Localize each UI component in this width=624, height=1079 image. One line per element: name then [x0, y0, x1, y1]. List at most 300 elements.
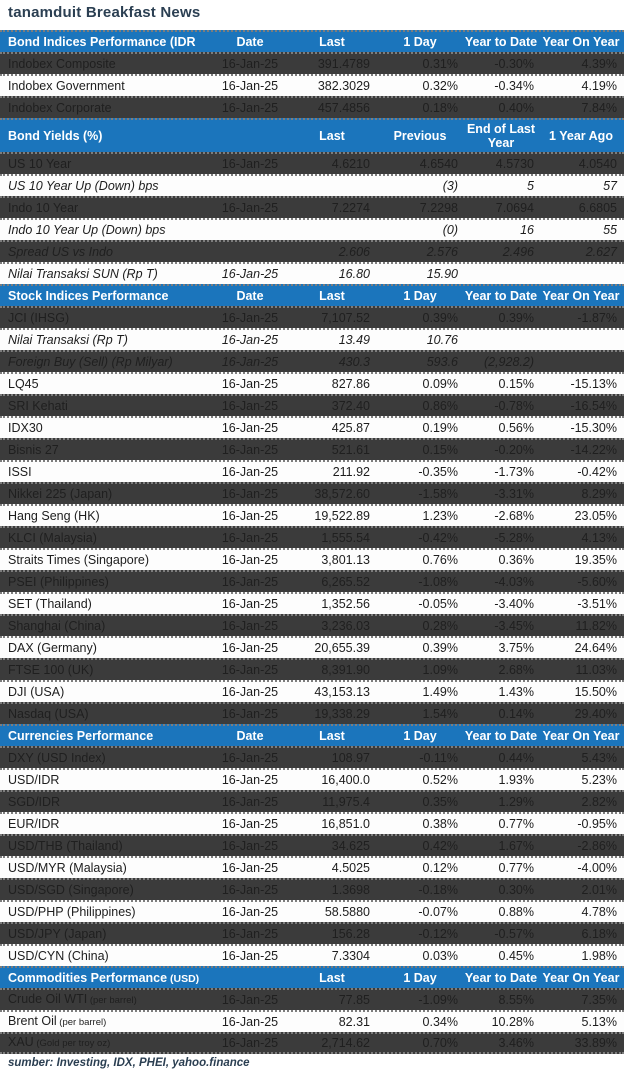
- date-cell: 16-Jan-25: [221, 751, 279, 765]
- yoy-cell: 4.19%: [581, 79, 617, 93]
- instrument-name: Indo 10 Year: [8, 201, 79, 215]
- ytd-cell: 0.44%: [498, 751, 534, 765]
- section-header-text: Currencies Performance: [8, 729, 154, 743]
- instrument-name: USD/MYR (Malaysia): [8, 861, 127, 875]
- date-cell: 16-Jan-25: [221, 1015, 279, 1029]
- yoy-cell: 2.01%: [581, 883, 617, 897]
- yoy-cell: 5.43%: [581, 751, 617, 765]
- change-1d-cell: 1.09%: [422, 663, 458, 677]
- instrument-name: Bisnis 27: [8, 443, 59, 457]
- date-cell: 16-Jan-25: [221, 465, 279, 479]
- instrument-name: EUR/IDR: [8, 817, 60, 831]
- last-cell: 457.4856: [317, 101, 370, 115]
- instrument-name-cell: [0, 506, 212, 526]
- ytd-cell: 1.67%: [498, 839, 534, 853]
- col-header-date: Date: [236, 35, 264, 49]
- yoy-cell: -2.86%: [577, 839, 617, 853]
- last-cell: 13.49: [338, 333, 370, 347]
- instrument-unit-note: (Gold per troy oz): [33, 1038, 111, 1049]
- instrument-name: Brent Oil: [8, 1014, 57, 1028]
- date-cell: 16-Jan-25: [221, 817, 279, 831]
- instrument-name: USD/PHP (Philippines): [8, 905, 136, 919]
- table-row: [0, 482, 624, 504]
- instrument-name-cell: [0, 550, 212, 570]
- date-cell: 16-Jan-25: [221, 509, 279, 523]
- instrument-name: IDX30: [8, 421, 43, 435]
- yoy-cell: 7.84%: [581, 101, 617, 115]
- ytd-cell: 0.77%: [498, 817, 534, 831]
- ytd-cell: (2,928.2): [483, 355, 534, 369]
- yoy-cell: -15.30%: [570, 421, 617, 435]
- change-1d-cell: 0.12%: [422, 861, 458, 875]
- last-cell: 211.92: [332, 465, 370, 479]
- ytd-cell: -0.30%: [494, 57, 534, 71]
- instrument-name: USD/CYN (China): [8, 949, 109, 963]
- instrument-name: Crude Oil WTI: [8, 992, 88, 1006]
- section-header-label: [0, 32, 212, 52]
- last-cell: 827.86: [331, 377, 370, 391]
- instrument-name-cell: [0, 76, 212, 96]
- sections: [0, 30, 624, 1054]
- date-cell: 16-Jan-25: [221, 707, 279, 721]
- instrument-unit-note: (per barrel): [87, 995, 137, 1006]
- instrument-name-cell: [0, 572, 212, 592]
- date-cell: 16-Jan-25: [221, 443, 279, 457]
- section-header-label: [0, 126, 212, 146]
- change-1d-cell: 0.76%: [422, 553, 458, 567]
- ytd-cell: -3.31%: [494, 487, 534, 501]
- date-cell: 16-Jan-25: [221, 685, 279, 699]
- instrument-name-cell: [0, 836, 212, 856]
- table-row: [0, 1010, 624, 1032]
- date-cell: 16-Jan-25: [221, 575, 279, 589]
- change-1d-cell: 0.35%: [422, 795, 458, 809]
- instrument-name-cell: [0, 98, 212, 118]
- table-row: [0, 218, 624, 240]
- ytd-cell: 0.45%: [498, 949, 534, 963]
- instrument-name-cell: [0, 484, 212, 504]
- ytd-cell: 3.75%: [498, 641, 534, 655]
- col-header-date: Date: [236, 289, 264, 303]
- table-row: [0, 636, 624, 658]
- change-1d-cell: 0.34%: [422, 1015, 458, 1029]
- table-row: [0, 152, 624, 174]
- ytd-cell: 5: [527, 179, 534, 193]
- date-cell: 16-Jan-25: [221, 993, 279, 1007]
- instrument-name-cell: [0, 308, 212, 328]
- yoy-cell: 55: [603, 223, 617, 237]
- change-1d-cell: 593.6: [426, 355, 458, 369]
- instrument-name: LQ45: [8, 377, 39, 391]
- ytd-cell: -0.57%: [494, 927, 534, 941]
- instrument-name: Nilai Transaksi (Rp T): [8, 333, 128, 347]
- instrument-name-cell: [0, 792, 212, 812]
- date-cell: 16-Jan-25: [221, 795, 279, 809]
- change-1d-cell: 1.54%: [422, 707, 458, 721]
- ytd-cell: -3.45%: [494, 619, 534, 633]
- ytd-cell: 3.46%: [498, 1036, 534, 1050]
- instrument-name: USD/IDR: [8, 773, 60, 787]
- instrument-name: PSEI (Philippines): [8, 575, 109, 589]
- change-1d-cell: -0.05%: [418, 597, 458, 611]
- instrument-name: Indo 10 Year Up (Down) bps: [8, 223, 166, 237]
- instrument-name-cell: [0, 989, 212, 1011]
- ytd-cell: 1.93%: [498, 773, 534, 787]
- date-cell: 16-Jan-25: [221, 311, 279, 325]
- last-cell: 8,391.90: [321, 663, 370, 677]
- table-row: [0, 548, 624, 570]
- yoy-cell: 4.78%: [581, 905, 617, 919]
- date-cell: 16-Jan-25: [221, 421, 279, 435]
- change-1d-cell: 0.31%: [422, 57, 458, 71]
- table-row: [0, 350, 624, 372]
- instrument-name-cell: [0, 440, 212, 460]
- change-1d-cell: 0.09%: [422, 377, 458, 391]
- last-cell: 7.3304: [331, 949, 370, 963]
- instrument-name-cell: [0, 528, 212, 548]
- instrument-name-cell: [0, 154, 212, 174]
- instrument-name: US 10 Year: [8, 157, 72, 171]
- table-row: [0, 702, 624, 724]
- instrument-name: Spread US vs Indo: [8, 245, 113, 259]
- table-row: [0, 1032, 624, 1054]
- yoy-cell: 7.35%: [581, 993, 617, 1007]
- instrument-name: Indobex Corporate: [8, 101, 112, 115]
- instrument-name: Nilai Transaksi SUN (Rp T): [8, 267, 158, 281]
- table-row: [0, 988, 624, 1010]
- ytd-cell: 2.68%: [498, 663, 534, 677]
- col-header-1-day: 1 Day: [403, 289, 437, 303]
- last-cell: 38,572.60: [314, 487, 370, 501]
- instrument-name-cell: [0, 748, 212, 768]
- ytd-cell: 10.28%: [491, 1015, 534, 1029]
- instrument-name-cell: [0, 374, 212, 394]
- date-cell: 16-Jan-25: [221, 663, 279, 677]
- instrument-name: Foreign Buy (Sell) (Rp Milyar): [8, 355, 173, 369]
- last-cell: 20,655.39: [314, 641, 370, 655]
- date-cell: 16-Jan-25: [221, 157, 279, 171]
- yoy-cell: -15.13%: [570, 377, 617, 391]
- ytd-cell: 4.5730: [495, 157, 534, 171]
- col-header-date: Date: [236, 729, 264, 743]
- change-1d-cell: 1.49%: [422, 685, 458, 699]
- instrument-name-cell: [0, 924, 212, 944]
- change-1d-cell: 0.42%: [422, 839, 458, 853]
- instrument-name-cell: [0, 638, 212, 658]
- instrument-name: DJI (USA): [8, 685, 65, 699]
- change-1d-cell: -0.18%: [418, 883, 458, 897]
- yoy-cell: -3.51%: [577, 597, 617, 611]
- col-header-year-to-date: Year to Date: [464, 970, 538, 985]
- yoy-cell: -0.42%: [577, 465, 617, 479]
- change-1d-cell: 15.90: [426, 267, 458, 281]
- change-1d-cell: -0.11%: [419, 751, 458, 765]
- change-1d-cell: -0.35%: [418, 465, 458, 479]
- change-1d-cell: 0.38%: [422, 817, 458, 831]
- instrument-name-cell: [0, 594, 212, 614]
- change-1d-cell: -1.58%: [418, 487, 458, 501]
- instrument-unit-note: (per barrel): [56, 1017, 107, 1028]
- col-header-year-on-year: Year On Year: [542, 288, 620, 303]
- instrument-name: Indobex Government: [8, 79, 125, 93]
- date-cell: 16-Jan-25: [221, 79, 279, 93]
- instrument-name: USD/JPY (Japan): [8, 927, 107, 941]
- date-cell: 16-Jan-25: [221, 531, 279, 545]
- table-row: [0, 96, 624, 118]
- ytd-cell: 1.29%: [498, 795, 534, 809]
- instrument-name-cell: [0, 704, 212, 724]
- ytd-cell: 0.56%: [498, 421, 534, 435]
- yoy-cell: 33.89%: [574, 1036, 617, 1050]
- change-1d-cell: -1.08%: [418, 575, 458, 589]
- table-row: [0, 328, 624, 350]
- date-cell: 16-Jan-25: [221, 267, 279, 281]
- col-header-last: Last: [319, 729, 345, 743]
- table-row: [0, 834, 624, 856]
- date-cell: 16-Jan-25: [221, 905, 279, 919]
- col-header-last: Last: [319, 129, 345, 143]
- last-cell: 82.31: [338, 1015, 370, 1029]
- yoy-cell: 15.50%: [574, 685, 617, 699]
- instrument-name-cell: [0, 418, 212, 438]
- ytd-cell: 0.30%: [498, 883, 534, 897]
- date-cell: 16-Jan-25: [221, 333, 279, 347]
- last-cell: 156.28: [331, 927, 370, 941]
- section-header: [0, 966, 624, 988]
- section-header-text: Bond Yields (%): [8, 129, 103, 143]
- section-header-label: [0, 726, 212, 746]
- date-cell: 16-Jan-25: [221, 597, 279, 611]
- instrument-name-cell: [0, 330, 212, 350]
- col-header-1-day: 1 Day: [403, 35, 437, 49]
- table-row: [0, 74, 624, 96]
- ytd-cell: -0.20%: [494, 443, 534, 457]
- instrument-name: Indobex Composite: [8, 57, 116, 71]
- date-cell: 16-Jan-25: [221, 101, 279, 115]
- ytd-cell: 7.0694: [495, 201, 534, 215]
- table-row: [0, 768, 624, 790]
- table-row: [0, 614, 624, 636]
- col-header-year-on-year: Year On Year: [542, 970, 620, 985]
- table-row: [0, 460, 624, 482]
- yoy-cell: -0.95%: [577, 817, 617, 831]
- instrument-name-cell: [0, 660, 212, 680]
- col-header-last: Last: [319, 289, 345, 303]
- instrument-name: KLCI (Malaysia): [8, 531, 97, 545]
- yoy-cell: 5.13%: [581, 1015, 617, 1029]
- table-row: [0, 372, 624, 394]
- col-header-year-on-year: Year On Year: [542, 34, 620, 49]
- table-row: [0, 526, 624, 548]
- instrument-name: FTSE 100 (UK): [8, 663, 94, 677]
- table-row: [0, 900, 624, 922]
- change-1d-cell: 0.39%: [422, 641, 458, 655]
- ytd-cell: 0.14%: [498, 707, 534, 721]
- yoy-cell: -4.00%: [577, 861, 617, 875]
- change-1d-cell: 0.39%: [422, 311, 458, 325]
- last-cell: 6,265.52: [321, 575, 370, 589]
- instrument-name-cell: [0, 176, 212, 196]
- yoy-cell: 2.627: [585, 245, 617, 259]
- last-cell: 11,975.4: [322, 795, 370, 809]
- table-row: [0, 856, 624, 878]
- section-header-text: Commodities Performance: [8, 970, 168, 985]
- last-cell: 16,400.0: [321, 773, 370, 787]
- yoy-cell: 4.39%: [581, 57, 617, 71]
- instrument-name-cell: [0, 616, 212, 636]
- table-row: [0, 394, 624, 416]
- ytd-cell: -0.78%: [494, 399, 534, 413]
- date-cell: 16-Jan-25: [221, 641, 279, 655]
- table-row: [0, 306, 624, 328]
- col-header-year-on-year: Year On Year: [542, 728, 620, 743]
- table-row: [0, 570, 624, 592]
- last-cell: 4.6210: [331, 157, 370, 171]
- last-cell: 4.5025: [331, 861, 370, 875]
- ytd-cell: -4.03%: [494, 575, 534, 589]
- section-header-text: Bond Indices Performance (IDR: [8, 35, 196, 49]
- section-header: [0, 30, 624, 52]
- instrument-name: XAU: [8, 1035, 34, 1049]
- instrument-name-cell: [0, 902, 212, 922]
- yoy-cell: -14.22%: [570, 443, 617, 457]
- last-cell: 16.80: [338, 267, 370, 281]
- last-cell: 1,352.56: [321, 597, 370, 611]
- change-1d-cell: 2.576: [426, 245, 458, 259]
- ytd-cell: 0.15%: [498, 377, 534, 391]
- ytd-cell: 1.43%: [498, 685, 534, 699]
- last-cell: 108.97: [331, 751, 370, 765]
- col-header-year-to-date: Year to Date: [464, 728, 538, 743]
- date-cell: 16-Jan-25: [221, 619, 279, 633]
- ytd-cell: 0.40%: [498, 101, 534, 115]
- section-header-text: Stock Indices Performance: [8, 289, 169, 303]
- table-row: [0, 746, 624, 768]
- date-cell: 16-Jan-25: [221, 773, 279, 787]
- instrument-name-cell: [0, 682, 212, 702]
- yoy-cell: 1.98%: [581, 949, 617, 963]
- instrument-name-cell: [0, 352, 212, 372]
- ytd-cell: 0.39%: [498, 311, 534, 325]
- date-cell: 16-Jan-25: [221, 377, 279, 391]
- instrument-name: Nikkei 225 (Japan): [8, 487, 113, 501]
- change-1d-cell: 0.18%: [422, 101, 458, 115]
- yoy-cell: 23.05%: [574, 509, 617, 523]
- yoy-cell: 11.82%: [575, 619, 617, 633]
- yoy-cell: 6.6805: [578, 201, 617, 215]
- instrument-name-cell: [0, 54, 212, 74]
- yoy-cell: 24.64%: [574, 641, 617, 655]
- yoy-cell: 19.35%: [574, 553, 617, 567]
- ytd-cell: 8.55%: [498, 993, 534, 1007]
- instrument-name: DAX (Germany): [8, 641, 97, 655]
- last-cell: 2.606: [338, 245, 370, 259]
- date-cell: 16-Jan-25: [221, 399, 279, 413]
- change-1d-cell: (3): [442, 179, 458, 193]
- table-row: [0, 174, 624, 196]
- col-header-end-of-last-year: End of Last Year: [466, 121, 536, 150]
- yoy-cell: 4.13%: [581, 531, 617, 545]
- instrument-name-cell: [0, 880, 212, 900]
- table-row: [0, 52, 624, 74]
- change-1d-cell: 0.70%: [422, 1036, 458, 1050]
- change-1d-cell: -1.09%: [418, 993, 458, 1007]
- date-cell: 16-Jan-25: [221, 1036, 279, 1050]
- instrument-name: SRI Kehati: [8, 399, 68, 413]
- instrument-name-cell: [0, 770, 212, 790]
- ytd-cell: -1.73%: [494, 465, 534, 479]
- table-row: [0, 922, 624, 944]
- ytd-cell: -5.28%: [494, 531, 534, 545]
- date-cell: 16-Jan-25: [221, 861, 279, 875]
- instrument-name: ISSI: [8, 465, 32, 479]
- instrument-name: USD/SGD (Singapore): [8, 883, 134, 897]
- table-row: [0, 416, 624, 438]
- col-header-last: Last: [319, 35, 345, 49]
- instrument-name-cell: [0, 814, 212, 834]
- section-header-note: (USD): [167, 972, 200, 985]
- instrument-name-cell: [0, 264, 212, 284]
- yoy-cell: -16.54%: [570, 399, 617, 413]
- last-cell: 2,714.62: [321, 1036, 370, 1050]
- last-cell: 3,236.03: [321, 619, 370, 633]
- source-note: sumber: Investing, IDX, PHEI, yahoo.finance: [8, 1057, 250, 1069]
- change-1d-cell: 0.32%: [422, 79, 458, 93]
- instrument-name: USD/THB (Thailand): [8, 839, 123, 853]
- change-1d-cell: 0.03%: [422, 949, 458, 963]
- ytd-cell: -0.34%: [494, 79, 534, 93]
- last-cell: 430.3: [338, 355, 370, 369]
- yoy-cell: 29.40%: [574, 707, 617, 721]
- change-1d-cell: -0.07%: [418, 905, 458, 919]
- date-cell: 16-Jan-25: [221, 201, 279, 215]
- section-header-label: [0, 968, 212, 989]
- ytd-cell: 16: [520, 223, 534, 237]
- ytd-cell: 0.77%: [498, 861, 534, 875]
- ytd-cell: 2.496: [502, 245, 534, 259]
- col-header-last: Last: [319, 971, 345, 985]
- instrument-name: Nasdaq (USA): [8, 707, 89, 721]
- table-row: [0, 680, 624, 702]
- last-cell: 521.61: [331, 443, 370, 457]
- instrument-name: SGD/IDR: [8, 795, 61, 809]
- date-cell: 16-Jan-25: [221, 57, 279, 71]
- last-cell: 77.85: [338, 993, 370, 1007]
- last-cell: 3,801.13: [321, 553, 370, 567]
- last-cell: 7.2274: [331, 201, 370, 215]
- col-header-year-to-date: Year to Date: [464, 34, 538, 49]
- table-row: [0, 262, 624, 284]
- instrument-name-cell: [0, 396, 212, 416]
- instrument-name-cell: [0, 198, 212, 218]
- last-cell: 43,153.13: [314, 685, 370, 699]
- last-cell: 391.4789: [317, 57, 370, 71]
- table-row: [0, 438, 624, 460]
- last-cell: 1.3698: [331, 883, 370, 897]
- yoy-cell: 11.03%: [575, 663, 617, 677]
- table-row: [0, 658, 624, 680]
- last-cell: 372.40: [331, 399, 370, 413]
- change-1d-cell: 0.15%: [422, 443, 458, 457]
- ytd-cell: -2.68%: [494, 509, 534, 523]
- last-cell: 7,107.52: [321, 311, 370, 325]
- table-row: [0, 240, 624, 262]
- change-1d-cell: 0.86%: [422, 399, 458, 413]
- change-1d-cell: 1.23%: [422, 509, 458, 523]
- table-row: [0, 812, 624, 834]
- last-cell: 19,522.89: [314, 509, 370, 523]
- ytd-cell: 0.36%: [498, 553, 534, 567]
